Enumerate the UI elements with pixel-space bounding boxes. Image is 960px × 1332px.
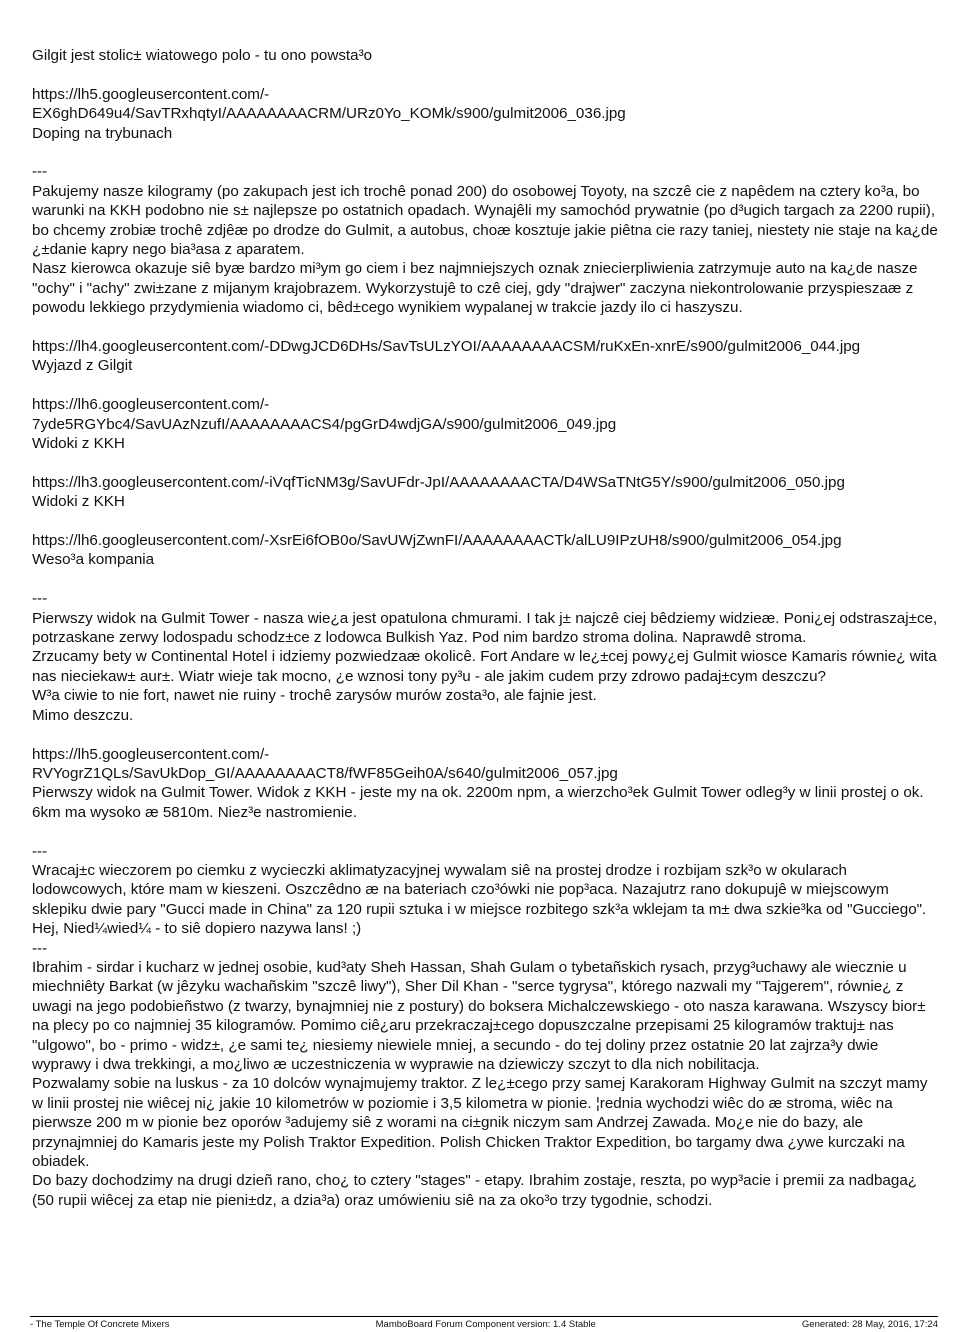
paragraph-spacer [32, 570, 938, 589]
post-paragraph: --- [32, 939, 48, 957]
post-paragraph: Mimo deszczu. [32, 706, 134, 724]
footer-site-name: - The Temple Of Concrete Mixers [30, 1319, 170, 1330]
image-url-text: https://lh6.googleusercontent.com/-XsrEi6fOB0o/SavUWjZwnFI/AAAAAAAACTk/alLU9IPzUH8/s900/gulmit2006_054.jpg [32, 532, 842, 550]
post-paragraph: Pierwszy widok na Gulmit Tower. Widok z KKH - jeste my na ok. 2200m npm, a wierzcho³ek Gulmit Tower odleg³y w linii prostej o ok. 6km ma wysoko æ 5810m. Niez³e nastromienie. [32, 784, 924, 821]
post-paragraph: Widoki z KKH [32, 493, 125, 511]
paragraph-spacer [32, 512, 938, 531]
post-paragraph: Ibrahim - sirdar i kucharz w jednej osobie, kud³aty Sheh Hassan, Shah Gulam o tybetañskich rysach, przyg³uchawy ale wiecznie u miechniêty Barkat (w jêzyku wachañskim "szczê liwy"), Sher Dil Khan - "serce tygrysa", którego nazwali my "Tajgerem", równie¿ z uwagi na jego podobieñstwo (z twarzy, bynajmniej nie z postury) do boksera Michalczewskiego - oto nasza karawana. Wszyscy bior± na plecy po co najmniej 35 kilogramów. Pomimo ciê¿aru przekraczaj±cego dopuszczalne przepisami 25 kilogramów traktuj± nas "ulgowo", bo - primo - widz±, ¿e sami te¿ niesiemy niewiele mniej, a secundo - do tej doliny przez ostatnie 20 lat zajrza³y dwie wyprawy i dwa trekkingi, a mo¿liwo æ uczestniczenia w wyprawie na dziewiczy szczyt to dla nich nobilitacja. [32, 958, 926, 1073]
page-footer [30, 1316, 938, 1331]
post-paragraph: Wracaj±c wieczorem po ciemku z wycieczki aklimatyzacyjnej wywalam siê na prostej drodze i rozbijam szk³o w okularach lodowcowych, które mam w kieszeni. Oszczêdno æ na bateriach czo³ówki nie pop³aca. Nazajutrz rano dokupujê w miejscowym sklepiku dwie pary "Gucci made in China" za 120 rupii sztuka i w miejsce rozbitego szk³a wklejam ta m± dwa szkie³ka od "Gucciego". Hej, Nied¼wied¼ - to siê dopiero nazywa lans! ;) [32, 861, 927, 938]
post-paragraph: --- [32, 163, 48, 181]
post-paragraph: Pierwszy widok na Gulmit Tower - nasza wie¿a jest opatulona chmurami. I tak j± najczê ciej bêdziemy widzieæ. Poni¿ej odstraszaj±ce, potrzaskane zerwy lodospadu schodz±ce z lodowca Bulkish Yaz. Pod nim bardzo stroma dolina. Naprawdê stroma. [32, 609, 938, 647]
post-paragraph: W³a ciwie to nie fort, nawet nie ruiny - trochê zarysów murów zosta³o, ale fajnie jest. [32, 687, 597, 705]
footer-generated-date: Generated: 28 May, 2016, 17:24 [801, 1319, 938, 1330]
paragraph-spacer [32, 143, 938, 162]
post-paragraph: Do bazy dochodzimy na drugi dzieñ rano, cho¿ to cztery "stages" - etapy. Ibrahim zostaje, reszta, po wyp³acie i premii za nadbaga¿ (50 rupii wiêcej za etap nie pieni±dz, a dzia³a) oraz umówieniu siê na za oko³o trzy tygodnie, schodzi. [32, 1172, 918, 1209]
paragraph-spacer [32, 822, 938, 841]
image-url-text: https://lh4.googleusercontent.com/-DDwgJCD6DHs/SavTsULzYOI/AAAAAAAACSM/ruKxEn-xnrE/s900/gulmit2006_044.jpg [32, 338, 861, 356]
post-paragraph: Gilgit jest stolic± wiatowego polo - tu ono powsta³o [32, 47, 373, 64]
post-paragraph: Doping na trybunach [32, 124, 173, 142]
post-paragraph: Nasz kierowca okazuje siê byæ bardzo mi³ym go ciem i bez najmniejszych oznak zniecierpliwienia zatrzymuje auto na ka¿de nasze "ochy" i "achy" zwi±zane z mijanym krajobrazem. Wykorzystujê to czê ciej, gdy "drajwer" zaczyna niekontrolowanie przyspieszaæ z powodu lekkiego przydymienia wiadomo ci, bêd±cego wynikiem wypalanej w trakcie jazdy ilo ci haszyszu. [32, 260, 918, 317]
image-url-text: https://lh5.googleusercontent.com/- [32, 745, 270, 763]
paragraph-spacer [32, 65, 938, 84]
post-paragraph: Weso³a kompania [32, 551, 155, 569]
post-paragraph: 7yde5RGYbc4/SavUAzNzufI/AAAAAAAACS4/pgGrD4wdjGA/s900/gulmit2006_049.jpg [32, 415, 617, 433]
image-url-text: https://lh3.googleusercontent.com/-iVqfTicNM3g/SavUFdr-JpI/AAAAAAAACTA/D4WSaTNtG5Y/s900/gulmit2006_050.jpg [32, 473, 845, 491]
paragraph-spacer [32, 318, 938, 337]
post-paragraph: RVYogrZ1QLs/SavUkDop_GI/AAAAAAAACT8/fWF85Geih0A/s640/gulmit2006_057.jpg [32, 764, 618, 782]
image-url-text: https://lh6.googleusercontent.com/- [32, 396, 270, 414]
post-paragraph: Zrzucamy bety w Continental Hotel i idziemy pozwiedzaæ okolicê. Fort Andare w le¿±cej powy¿ej Gulmit wiosce Kamaris równie¿ wita nas nieciekaw± aur±. Wiatr wieje tak mocno, ¿e wznosi tony py³u - ale jakim cudem przy zdrowo padaj±cym deszczu? [32, 648, 937, 685]
image-url-text: https://lh5.googleusercontent.com/- [32, 85, 270, 103]
forum-post-body [32, 46, 938, 1210]
paragraph-spacer [32, 376, 938, 395]
post-paragraph: EX6ghD649u4/SavTRxhqtyI/AAAAAAAACRM/URz0Yo_KOMk/s900/gulmit2006_036.jpg [32, 105, 626, 123]
post-paragraph: Pakujemy nasze kilogramy (po zakupach jest ich trochê ponad 200) do osobowej Toyoty, na szczê cie z napêdem na cztery ko³a, bo warunki na KKH podobno nie s± najlepsze po ostatnich opadach. Wynajêli my samochód prywatnie (po d³ugich targach za 2200 rupii), bo chcemy zrobiæ trochê zdjêæ po drodze do Gulmit, a autobus, choæ kosztuje jakie piêtna cie razy taniej, niestety nie staje na ka¿de ¿±danie kapry nego bia³asa z aparatem. [32, 182, 938, 259]
paragraph-spacer [32, 453, 938, 472]
post-paragraph: Pozwalamy sobie na luskus - za 10 dolców wynajmujemy traktor. Z le¿±cego przy samej Karakoram Highway Gulmit na szczyt mamy w linii prostej nie wiêcej ni¿ jakie 10 kilometrów w poziomie i 3,5 kilometra w pionie. ¦rednia wychodzi wiêc do æ stroma, wiêc na pierwsze 200 m w pionie bez oporów ³adujemy siê z worami na ci±gnik niczym sam Andrzej Zawada. Mo¿e nie do bazy, ale przynajmniej do Kamaris jeste my Polish Traktor Expedition. Polish Chicken Traktor Expedition, bo targamy dwa ¿ywe kurczaki na obiadek. [32, 1075, 928, 1171]
post-paragraph: --- [32, 590, 48, 608]
post-paragraph: --- [32, 842, 48, 860]
paragraph-spacer [32, 725, 938, 744]
footer-component-version: MamboBoard Forum Component version: 1.4 Stable [375, 1319, 596, 1330]
post-paragraph: Widoki z KKH [32, 435, 125, 453]
post-paragraph: Wyjazd z Gilgit [32, 357, 133, 375]
